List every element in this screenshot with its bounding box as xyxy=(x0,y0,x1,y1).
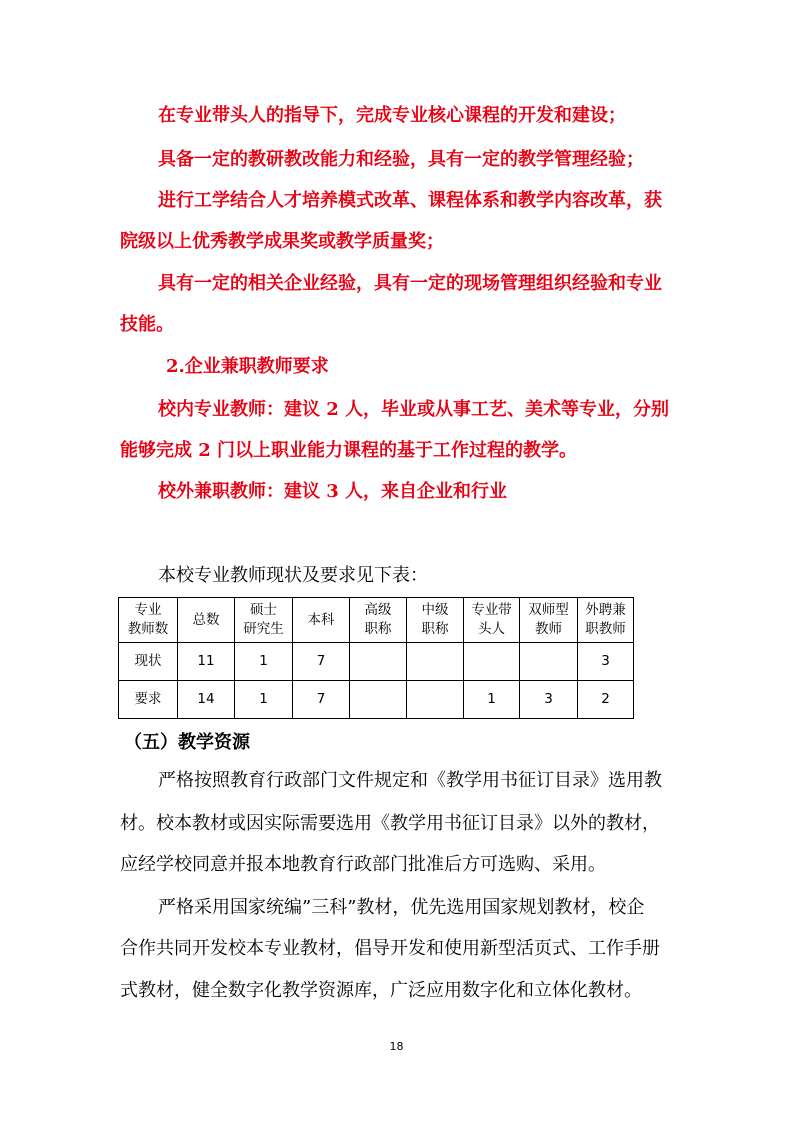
requirement-line-9: 校外兼职教师：建议 3 人，来自企业和行业 xyxy=(158,481,508,502)
body-line-5: 合作共同开发校本专业教材，倡导开发和使用新型活页式、工作手册 xyxy=(120,938,660,959)
table-row xyxy=(119,643,634,681)
table-header-row xyxy=(119,598,634,643)
table-header-cell: 本科 xyxy=(293,598,350,643)
table-cell: 现状 xyxy=(119,643,178,681)
table-cell: 1 xyxy=(235,643,293,681)
body-line-1: 严格按照教育行政部门文件规定和《教学用书征订目录》选用教 xyxy=(158,770,662,791)
requirement-line-1: 在专业带头人的指导下，完成专业核心课程的开发和建设； xyxy=(158,105,626,126)
table-cell xyxy=(464,643,520,681)
table-cell: 2 xyxy=(578,681,634,719)
requirement-line-4: 院级以上优秀教学成果奖或教学质量奖； xyxy=(120,231,444,252)
table-cell: 3 xyxy=(520,681,578,719)
table-cell xyxy=(407,681,464,719)
table-intro: 本校专业教师现状及要求见下表： xyxy=(158,565,428,586)
table-cell xyxy=(407,643,464,681)
table-header-cell: 中级 职称 xyxy=(407,598,464,643)
table-cell xyxy=(350,681,407,719)
table-cell: 1 xyxy=(464,681,520,719)
requirement-line-3: 进行工学结合人才培养模式改革、课程体系和教学内容改革，获 xyxy=(158,190,662,211)
requirement-line-7: 校内专业教师：建议 2 人，毕业或从事工艺、美术等专业，分别 xyxy=(158,399,670,420)
section-heading: （五）教学资源 xyxy=(124,732,250,753)
table-cell xyxy=(520,643,578,681)
table-cell: 14 xyxy=(178,681,235,719)
table-header-cell: 双师型 教师 xyxy=(520,598,578,643)
body-line-3: 应经学校同意并报本地教育行政部门批准后方可选购、采用。 xyxy=(120,854,606,875)
table-header-cell: 总数 xyxy=(178,598,235,643)
requirement-line-5: 具有一定的相关企业经验，具有一定的现场管理组织经验和专业 xyxy=(158,273,662,294)
teacher-table-container xyxy=(118,597,634,719)
table-cell: 1 xyxy=(235,681,293,719)
table-header-cell: 专业带 头人 xyxy=(464,598,520,643)
requirement-line-8: 能够完成 2 门以上职业能力课程的基于工作过程的教学。 xyxy=(120,440,578,461)
requirement-line-2: 具备一定的教研教改能力和经验，具有一定的教学管理经验； xyxy=(158,149,644,170)
table-cell: 要求 xyxy=(119,681,178,719)
table-cell: 11 xyxy=(178,643,235,681)
requirement-line-6: 技能。 xyxy=(120,314,174,335)
table-header-cell: 硕士 研究生 xyxy=(235,598,293,643)
body-line-6: 式教材，健全数字化教学资源库，广泛应用数字化和立体化教材。 xyxy=(120,980,642,1001)
table-cell: 3 xyxy=(578,643,634,681)
body-line-2: 材。校本教材或因实际需要选用《教学用书征订目录》以外的教材， xyxy=(120,813,660,834)
table-header-cell: 外聘兼 职教师 xyxy=(578,598,634,643)
table-cell: 7 xyxy=(293,643,350,681)
table-cell xyxy=(350,643,407,681)
body-line-4: 严格采用国家统编”三科”教材，优先选用国家规划教材，校企 xyxy=(158,897,645,918)
page-number: 18 xyxy=(389,1040,404,1053)
table-row xyxy=(119,681,634,719)
table-header-cell: 专业 教师数 xyxy=(119,598,178,643)
subheading-part-time-teachers: 2.企业兼职教师要求 xyxy=(166,356,329,377)
table-cell: 7 xyxy=(293,681,350,719)
teacher-table xyxy=(118,597,634,719)
table-header-cell: 高级 职称 xyxy=(350,598,407,643)
